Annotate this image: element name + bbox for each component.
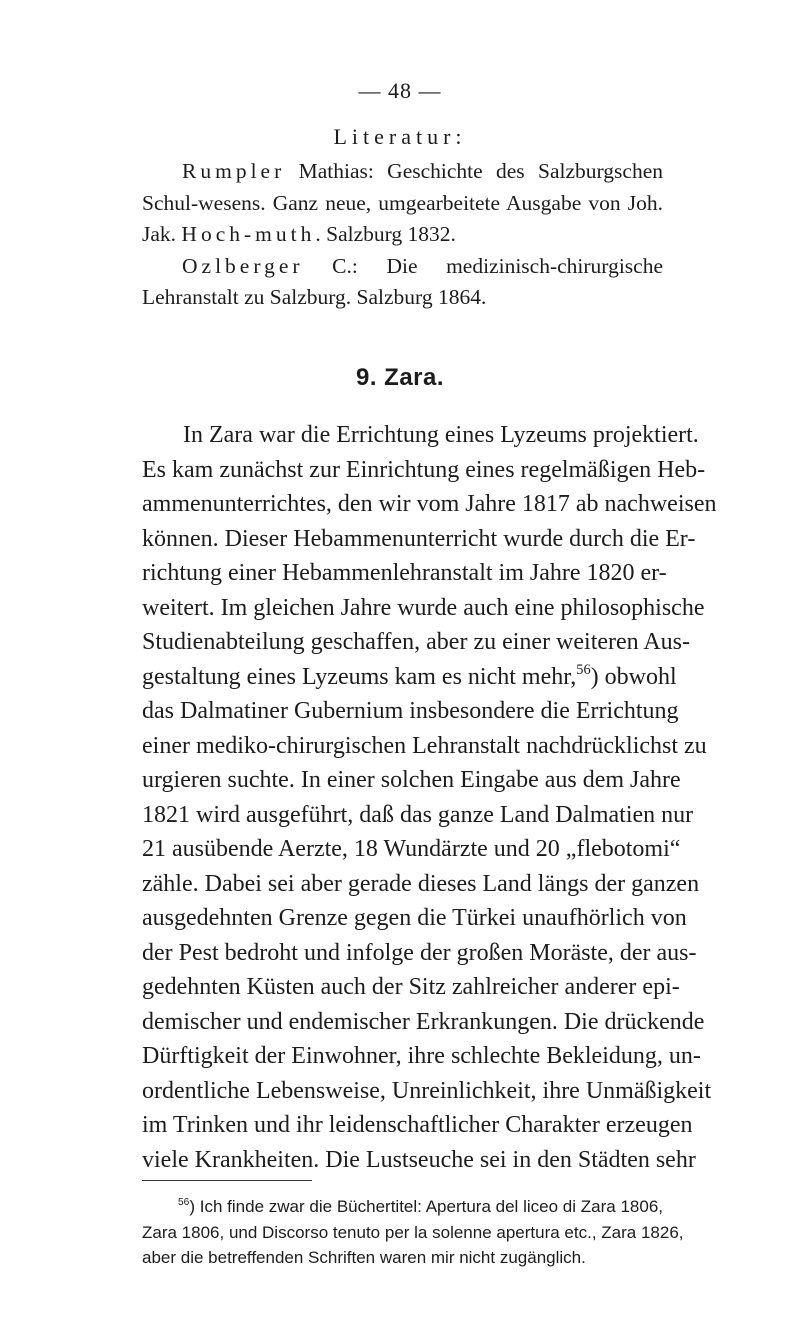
- text-line: gedehnten Küsten auch der Sitz zahlreicher anderer epi-: [142, 974, 680, 1000]
- text-line: richtung einer Hebammenlehranstalt im Jahre 1820 er-: [142, 560, 667, 586]
- text-line: Studienabteilung geschaffen, aber zu einer weiteren Aus-: [142, 629, 691, 655]
- text-line: im Trinken und ihr leidenschaftlicher Charakter erzeugen: [142, 1112, 693, 1138]
- literature-entry: [142, 156, 663, 251]
- body-paragraph: [142, 418, 717, 1177]
- footnote-line: [142, 1194, 663, 1220]
- text-line: 1821 wird ausgeführt, daß das ganze Land Dalmatien nur: [142, 801, 694, 828]
- literature-list: [142, 156, 663, 314]
- editor-name: Hoch-muth: [181, 222, 316, 246]
- text-line: einer mediko-chirurgischen Lehranstalt nachdrücklichst zu: [142, 732, 707, 759]
- footnote: [142, 1194, 684, 1271]
- text-line: das Dalmatiner Gubernium insbesondere die Errichtung: [142, 698, 679, 724]
- text-line: zähle. Dabei sei aber gerade dieses Land längs der ganzen: [142, 870, 700, 897]
- entry-text: Mathias: Geschichte des Salzburgschen Schul-wesens. Ganz neue, umgearbeitete Ausgabe von Joh. Jak.: [142, 159, 663, 246]
- line-text: gestaltung eines Lyzeums kam es nicht mehr,: [142, 663, 577, 690]
- line-text: ) obwohl: [590, 663, 677, 690]
- text-line: können. Dieser Hebammenunterricht wurde durch die Er-: [142, 525, 696, 552]
- literature-heading: Literatur:: [333, 124, 467, 149]
- text-line: demischer und endemischer Erkrankungen. Die drückende: [142, 1008, 705, 1035]
- footnote-marker: 56: [178, 1196, 190, 1208]
- author-name: Rumpler: [182, 159, 286, 183]
- text-line: ordentliche Lebensweise, Unreinlichkeit, ihre Unmäßigkeit: [142, 1077, 712, 1104]
- text-line: viele Krankheiten. Die Lustseuche sei in den Städten sehr: [142, 1146, 696, 1173]
- text-line: 21 ausübende Aerzte, 18 Wundärzte und 20 „flebotomi“: [142, 836, 681, 862]
- footnote-line: Zara 1806, und Discorso tenuto per la solenne apertura etc., Zara 1826,: [142, 1222, 684, 1242]
- text-line: der Pest bedroht und infolge der großen Moräste, der aus-: [142, 939, 697, 966]
- text-line: ammenunterrichtes, den wir vom Jahre 1817 ab nachweisen: [142, 491, 717, 517]
- text-line: ausgedehnten Grenze gegen die Türkei unaufhörlich von: [142, 905, 687, 931]
- footnote-line: aber die betreffenden Schriften waren mir nicht zugänglich.: [142, 1248, 586, 1267]
- text-line: weitert. Im gleichen Jahre wurde auch eine philosophische: [142, 594, 705, 621]
- text-line: urgieren suchte. In einer solchen Eingabe aus dem Jahre: [142, 767, 681, 793]
- line-text: ) Ich finde zwar die Büchertitel: Apertura del liceo di Zara 1806,: [189, 1197, 663, 1216]
- entry-text: . Salzburg 1832.: [315, 222, 456, 246]
- text-line: Es kam zunächst zur Einrichtung eines regelmäßigen Heb-: [142, 456, 706, 483]
- author-name: Ozlberger: [182, 253, 304, 278]
- entry-text: C.: Die medizinisch-chirurgische Lehranstalt zu Salzburg. Salzburg 1864.: [142, 253, 663, 309]
- section-heading: 9. Zara.: [355, 364, 445, 391]
- page-number: — 48 —: [358, 78, 442, 103]
- footnote-divider: [142, 1180, 312, 1181]
- text-line: [142, 660, 677, 695]
- text-line: In Zara war die Errichtung eines Lyzeums projektiert.: [183, 422, 699, 448]
- footnote-reference: 56: [576, 661, 591, 678]
- text-line: Dürftigkeit der Einwohner, ihre schlechte Bekleidung, un-: [142, 1043, 701, 1069]
- literature-entry: [142, 251, 663, 314]
